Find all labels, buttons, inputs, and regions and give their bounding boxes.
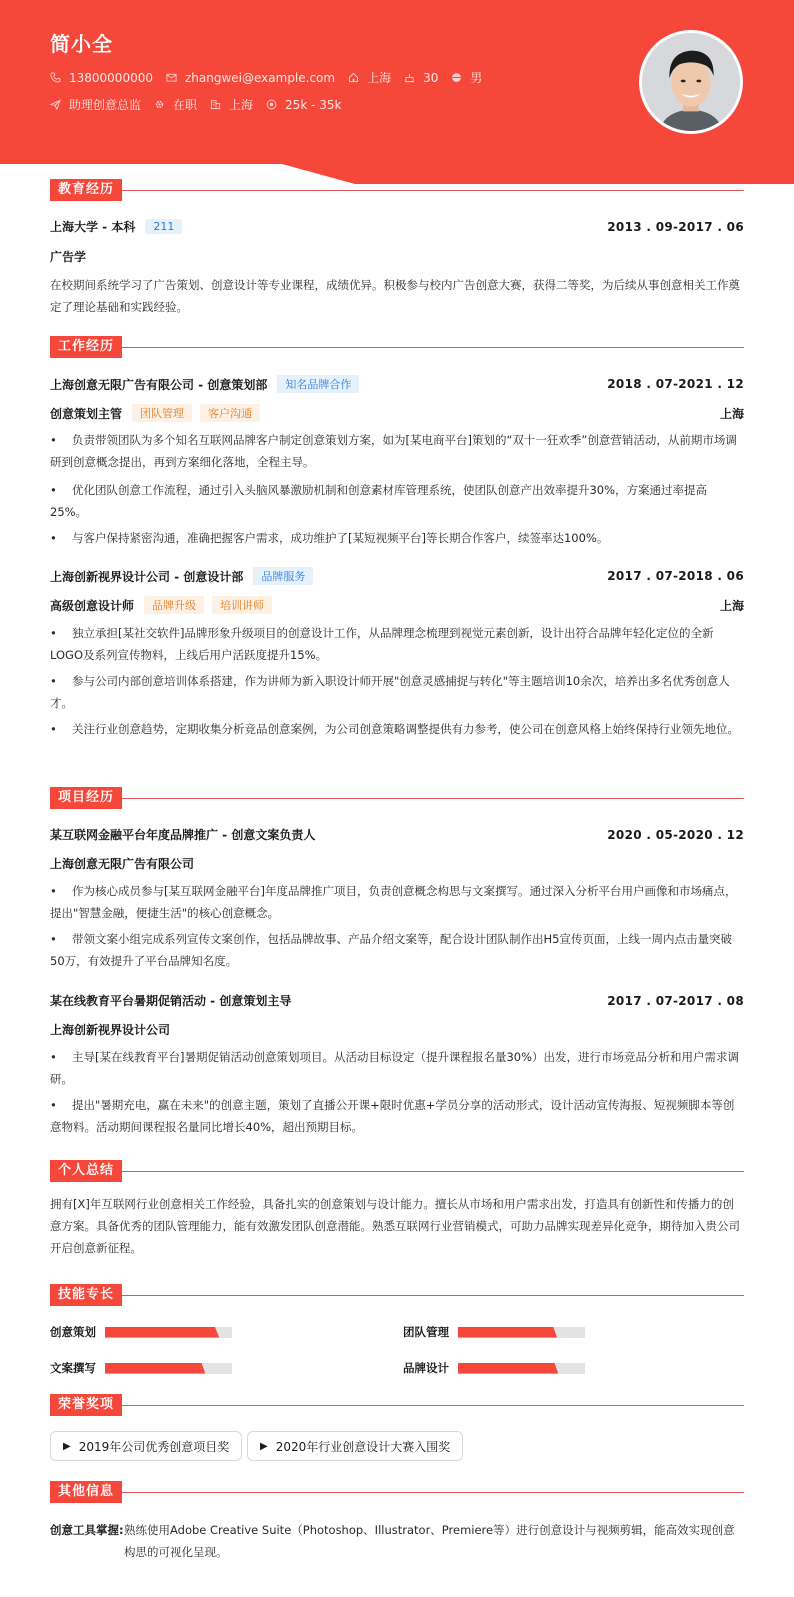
education-header	[50, 218, 744, 235]
section-divider	[122, 190, 744, 191]
section-divider	[122, 1492, 744, 1493]
project-header	[50, 826, 744, 843]
intent-status: 在职	[154, 96, 197, 113]
project-name: 某互联网金融平台年度品牌推广 - 创意文案负责人	[50, 828, 316, 842]
section-skills	[50, 1284, 744, 1306]
skill-bar-fill	[458, 1327, 557, 1338]
resume-header	[0, 0, 794, 184]
work-location: 上海	[719, 406, 744, 421]
section-divider	[122, 1405, 744, 1406]
company-tag: 品牌服务	[253, 567, 313, 585]
skill-bar-fill	[105, 1363, 205, 1374]
school-name: 上海大学 - 本科	[50, 220, 136, 234]
work-title-row	[50, 596, 744, 614]
contact-email: zhangwei@example.com	[166, 71, 335, 85]
project-company: 上海创新视界设计公司	[50, 1023, 171, 1037]
job-intent-row	[50, 96, 354, 113]
section-label: 工作经历	[50, 336, 122, 358]
skill-name: 创意策划	[50, 1325, 96, 1339]
skill-bar	[458, 1363, 585, 1374]
major: 广告学	[50, 250, 87, 264]
status-gear-icon	[154, 99, 165, 110]
company-name: 上海创意无限广告有限公司 - 创意策划部	[50, 377, 268, 392]
education-major-row	[50, 248, 744, 265]
contact-row	[50, 69, 495, 86]
salary-icon	[266, 99, 277, 110]
section-label: 其他信息	[50, 1481, 122, 1503]
work-bullet: • 参与公司内部创意培训体系搭建，作为讲师为新入职设计师开展"创意灵感捕捉与转化"等主题培训10余次，培养出多名优秀创意人才。	[50, 674, 730, 710]
section-label: 教育经历	[50, 179, 122, 201]
work-bullet: • 关注行业创意趋势，定期收集分析竞品创意案例，为公司创意策略调整提供有力参考，使公司在创意风格上始终保持行业领先地位。	[50, 722, 739, 736]
school-tag: 211	[145, 219, 182, 234]
work-bullet: • 负责带领团队为多个知名互联网品牌客户制定创意策划方案，如为[某电商平台]策划的“双十一狂欢季”创意营销活动，从前期市场调研到创意概念提出，再到方案细化落地，全程主导。	[50, 433, 737, 469]
education-description: 在校期间系统学习了广告策划、创意设计等专业课程，成绩优异。积极参与校内广告创意大赛，获得二等奖，为后续从事创意相关工作奠定了理论基础和实践经验。	[50, 278, 740, 314]
section-label: 技能专长	[50, 1284, 122, 1306]
work-location: 上海	[719, 598, 744, 613]
job-title: 高级创意设计师	[50, 598, 135, 613]
contact-phone: 13800000000	[50, 71, 153, 85]
building-icon	[210, 99, 221, 110]
skill-bar	[458, 1327, 585, 1338]
section-honors	[50, 1394, 744, 1416]
other-info-row	[50, 1519, 744, 1563]
skill-name: 品牌设计	[403, 1361, 449, 1375]
section-work	[50, 336, 744, 358]
other-info-label: 创意工具掌握:	[50, 1523, 124, 1537]
section-divider	[122, 347, 744, 348]
project-company: 上海创意无限广告有限公司	[50, 857, 195, 871]
skill-item	[50, 1360, 232, 1376]
section-label: 荣誉奖项	[50, 1394, 122, 1416]
job-title: 创意策划主管	[50, 406, 123, 421]
intent-city: 上海	[210, 96, 253, 113]
section-divider	[122, 1171, 744, 1172]
contact-age: 30	[404, 71, 438, 85]
summary-text: 拥有[X]年互联网行业创意相关工作经验，具备扎实的创意策划与设计能力。擅长从市场和用户需求出发，打造具有创新性和传播力的创意方案。具备优秀的团队管理能力，能有效激发团队创意潜能。熟悉互联网行业营销模式，可助力品牌实现差异化竞争，期待加入贵公司开启创意新征程。	[50, 1197, 740, 1255]
skill-item	[50, 1324, 232, 1340]
section-label: 项目经历	[50, 787, 122, 809]
project-bullet: • 作为核心成员参与[某互联网金融平台]年度品牌推广项目，负责创意概念构思与文案撰写。通过深入分析平台用户画像和市场痛点，提出"智慧金融，便捷生活"的核心创意概念。	[50, 884, 737, 920]
title-tag: 培训讲师	[212, 596, 272, 614]
skill-bar	[105, 1363, 232, 1374]
skill-bar-fill	[458, 1363, 558, 1374]
section-other	[50, 1481, 744, 1503]
triangle-right-icon: ▶	[63, 1440, 71, 1452]
avatar	[639, 30, 743, 134]
home-icon	[348, 72, 359, 83]
work-date: 2017 . 07-2018 . 06	[607, 569, 744, 583]
title-tag: 客户沟通	[200, 404, 260, 422]
project-name: 某在线教育平台暑期促销活动 - 创意策划主导	[50, 994, 292, 1008]
contact-city: 上海	[348, 69, 391, 86]
contact-gender: 男	[451, 69, 482, 86]
triangle-right-icon: ▶	[260, 1440, 268, 1452]
project-bullet: • 带领文案小组完成系列宣传文案创作，包括品牌故事、产品介绍文案等，配合设计团队制作出H5宣传页面，上线一周内点击量突破50万，有效提升了平台品牌知名度。	[50, 932, 732, 968]
skill-bar	[105, 1327, 232, 1338]
section-education	[50, 179, 744, 201]
portrait-photo	[642, 33, 740, 131]
work-title-row	[50, 404, 744, 422]
intent-salary: 25k - 35k	[266, 98, 341, 112]
section-label: 个人总结	[50, 1160, 122, 1182]
project-header	[50, 992, 744, 1009]
work-bullet: • 与客户保持紧密沟通，准确把握客户需求，成功维护了[某短视频平台]等长期合作客户，续签率达100%。	[50, 531, 609, 545]
skill-item	[403, 1360, 585, 1376]
work-date: 2018 . 07-2021 . 12	[607, 377, 744, 391]
cake-icon	[404, 72, 415, 83]
project-date: 2020 . 05-2020 . 12	[607, 827, 744, 842]
work-header	[50, 375, 744, 393]
award-item: ▶ 2019年公司优秀创意项目奖	[50, 1431, 242, 1461]
education-date: 2013 . 09-2017 . 06	[607, 219, 744, 234]
company-tag: 知名品牌合作	[277, 375, 359, 393]
gender-icon	[451, 72, 462, 83]
work-bullet: • 独立承担[某社交软件]品牌形象升级项目的创意设计工作，从品牌理念梳理到视觉元素创新，设计出符合品牌年轻化定位的全新LOGO及系列宣传物料，上线后用户活跃度提升15%。	[50, 626, 714, 662]
project-bullet: • 提出"暑期充电，赢在未来"的创意主题，策划了直播公开课+限时优惠+学员分享的活动形式，设计活动宣传海报、短视频脚本等创意物料。活动期间课程报名量同比增长40%，超出预期目标。	[50, 1098, 735, 1134]
candidate-name: 简小全	[50, 32, 113, 56]
skill-name: 团队管理	[403, 1325, 449, 1339]
other-info-value: 熟练使用Adobe Creative Suite（Photoshop、Illustrator、Premiere等）进行创意设计与视频剪辑，能高效实现创意构思的可视化呈现。	[124, 1523, 735, 1559]
skill-name: 文案撰写	[50, 1361, 96, 1375]
award-item: ▶ 2020年行业创意设计大赛入围奖	[247, 1431, 463, 1461]
section-summary	[50, 1160, 744, 1182]
skill-item	[403, 1324, 585, 1340]
project-company-row	[50, 855, 744, 872]
intent-position: 助理创意总监	[50, 96, 141, 113]
project-date: 2017 . 07-2017 . 08	[607, 993, 744, 1008]
section-divider	[122, 1295, 744, 1296]
company-name: 上海创新视界设计公司 - 创意设计部	[50, 569, 244, 584]
section-projects	[50, 787, 744, 809]
send-icon	[50, 99, 61, 110]
title-tag: 团队管理	[132, 404, 192, 422]
skill-bar-fill	[105, 1327, 219, 1338]
work-header	[50, 567, 744, 585]
work-bullet: • 优化团队创意工作流程，通过引入头脑风暴激励机制和创意素材库管理系统，使团队创意产出效率提升30%，方案通过率提高25%。	[50, 483, 708, 519]
project-bullet: • 主导[某在线教育平台]暑期促销活动创意策划项目。从活动目标设定（提升课程报名量30%）出发，进行市场竞品分析和用户需求调研。	[50, 1050, 740, 1086]
project-company-row	[50, 1021, 744, 1038]
phone-icon	[50, 72, 61, 83]
section-divider	[122, 798, 744, 799]
mail-icon	[166, 72, 177, 83]
title-tag: 品牌升级	[144, 596, 204, 614]
